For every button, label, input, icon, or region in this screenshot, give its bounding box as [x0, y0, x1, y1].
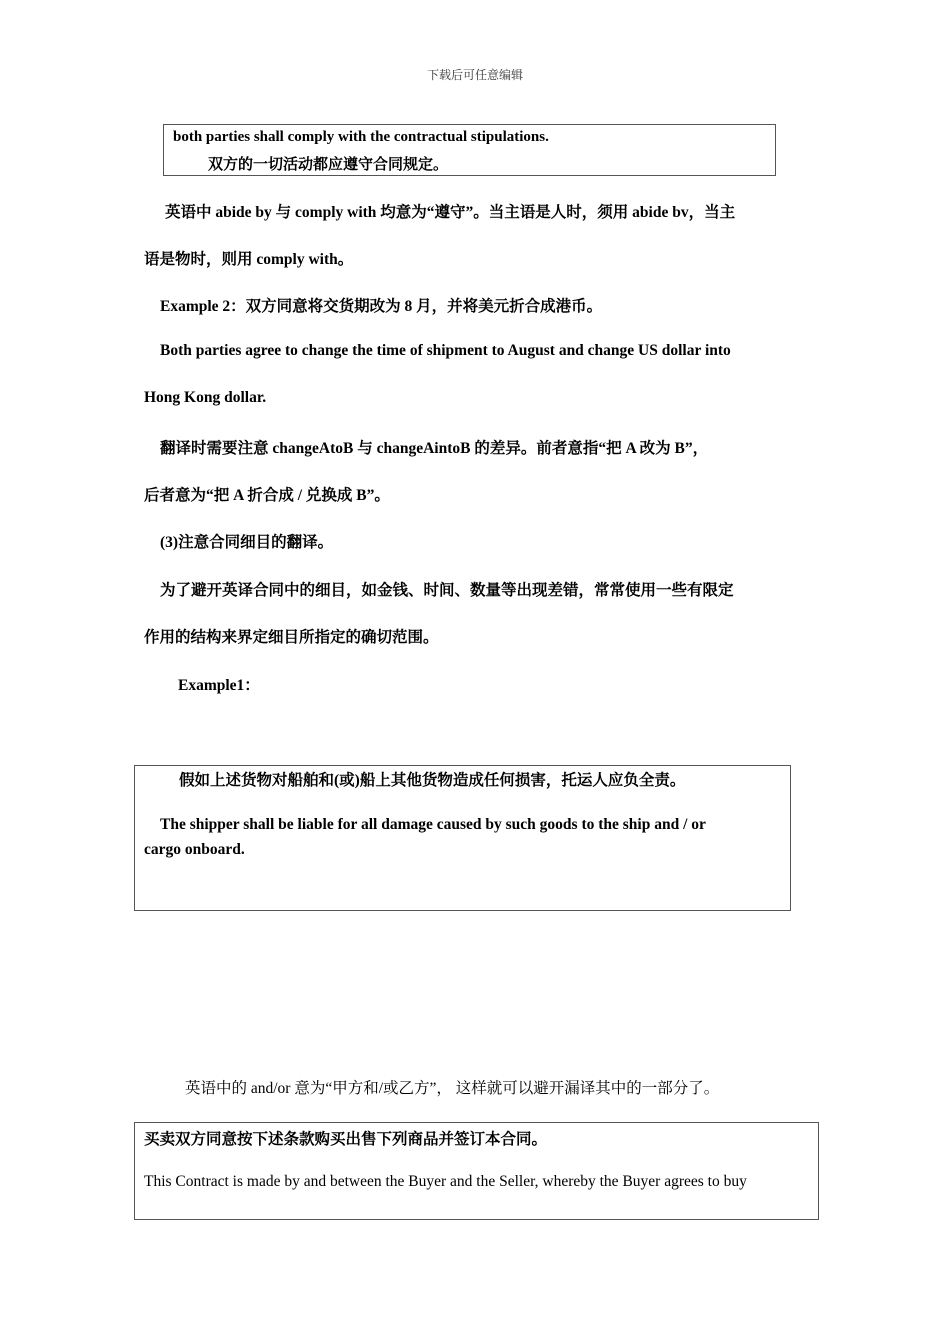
example2-chinese: Example 2：双方同意将交货期改为 8 月，并将美元折合成港币。	[160, 298, 603, 315]
box2-chinese-line: 假如上述货物对船舶和(或)船上其他货物造成任何损害，托运人应负全责。	[179, 772, 686, 789]
quote-box-comply	[163, 124, 776, 176]
box2-english-line1: The shipper shall be liable for all damage caused by such goods to the ship and / or	[160, 816, 706, 833]
para4-text: 英语中的 and/or 意为“甲方和/或乙方”， 这样就可以避开漏译其中的一部分了。	[185, 1080, 720, 1097]
para3-line1: 为了避开英译合同中的细目，如金钱、时间、数量等出现差错，常常使用一些有限定	[160, 582, 734, 599]
para2-line2: 后者意为“把 A 折合成 / 兑换成 B”。	[144, 487, 390, 504]
quote-box-shipper	[134, 765, 791, 911]
para1-line1: 英语中 abide by 与 comply with 均意为“遵守”。当主语是人时，须用 abide bv，当主	[165, 204, 736, 221]
para3-line2: 作用的结构来界定细目所指定的确切范围。	[144, 629, 439, 646]
box1-english-line: both parties shall comply with the contractual stipulations.	[173, 129, 549, 145]
para2-line1: 翻译时需要注意 changeAtoB 与 changeAintoB 的差异。前者意指“把 A 改为 B”，	[160, 440, 709, 457]
box2-english-line2: cargo onboard.	[144, 841, 245, 858]
example1-label: Example1：	[178, 677, 260, 694]
example2-english-line2: Hong Kong dollar.	[144, 389, 267, 406]
box1-chinese-line: 双方的一切活动都应遵守合同规定。	[208, 157, 449, 173]
page-header: 下载后可任意编辑	[426, 68, 523, 82]
box3-english-line: This Contract is made by and between the Buyer and the Seller, whereby the Buyer agrees to buy	[144, 1173, 747, 1190]
section3-title: (3)注意合同细目的翻译。	[160, 534, 334, 551]
para1-line2: 语是物时，则用 comply with。	[144, 251, 354, 268]
box3-chinese-line: 买卖双方同意按下述条款购买出售下列商品并签订本合同。	[144, 1131, 548, 1148]
quote-box-contract	[134, 1122, 819, 1220]
example2-english-line1: Both parties agree to change the time of shipment to August and change US dollar into	[160, 342, 731, 359]
